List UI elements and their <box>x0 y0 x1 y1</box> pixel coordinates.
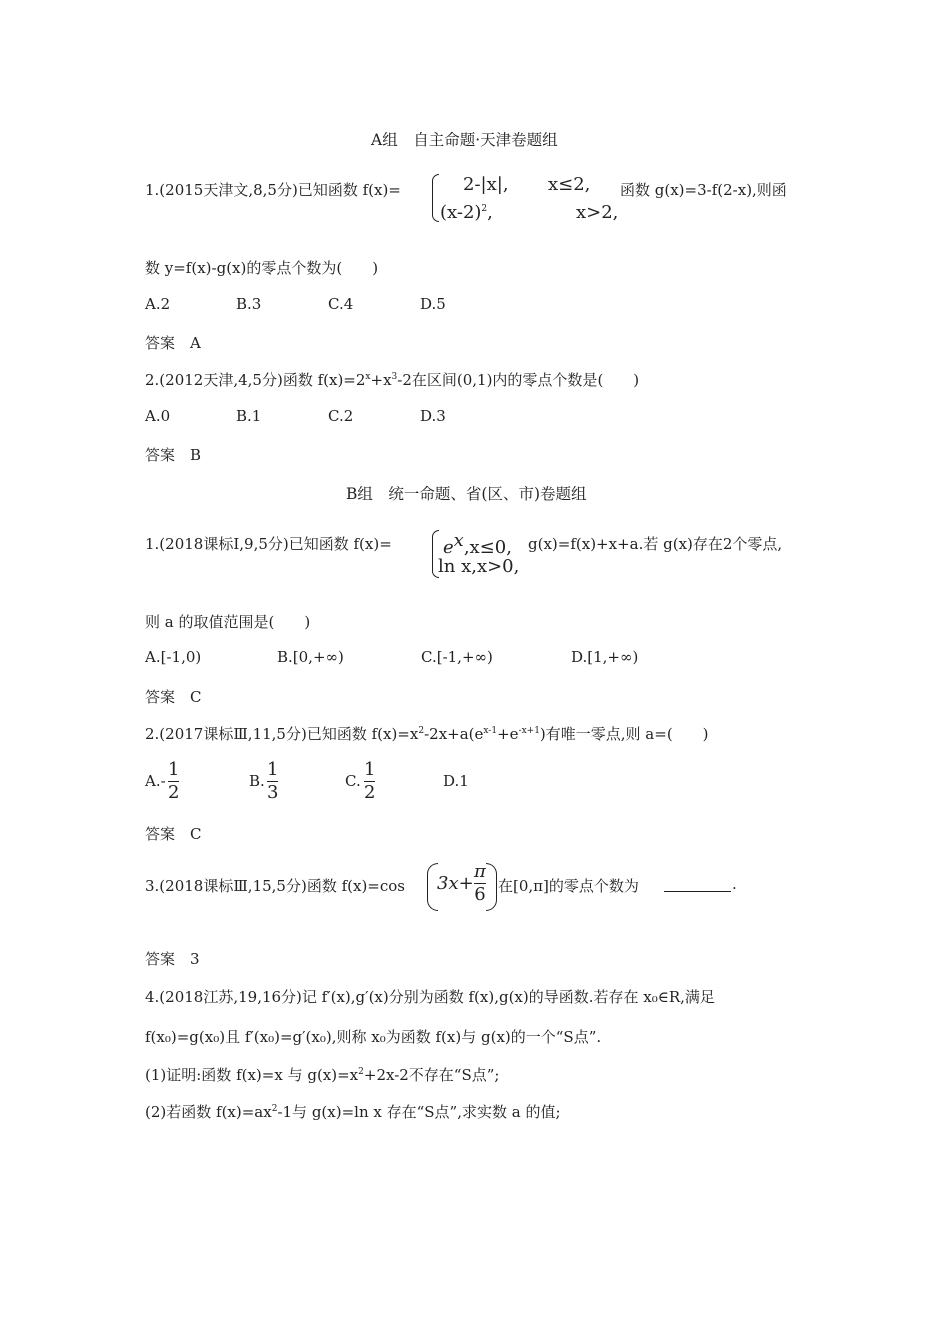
answer: 答案 C <box>145 825 202 843</box>
piece2-cond: x>2, <box>576 202 619 223</box>
answer: 答案 A <box>145 334 201 352</box>
question-b2-stem: 2.(2017课标Ⅲ,11,5分)已知函数 $f(x)=x^2-2x+a(e^{x-1}+e^{-x+1})$有唯一零点,则 a=( ) <box>145 725 709 743</box>
answer-blank <box>664 891 731 892</box>
question-b4-part1: (1)证明:函数 f(x)=x 与 $g(x)=x^2+2x-2$不存在“S点”; <box>145 1066 500 1084</box>
option-c: C.2 <box>328 407 354 425</box>
option-c-label: C. <box>345 772 361 790</box>
option-a: A.2 <box>145 295 171 313</box>
option-b: B.[0,+∞) <box>277 648 344 666</box>
piece2-expr: $(x-2)^2$, <box>440 202 493 223</box>
piecewise-brace <box>432 174 439 222</box>
question-b4-line1: 4.(2018江苏,19,16分)记 f′(x),g′(x)分别为函数 f(x),g(x)的导函数.若存在 x₀∈R,满足 <box>145 988 715 1006</box>
question-a2-stem: 2.(2012天津,4,5分)函数 $f(x)=2^x+x^3-2$在区间(0,1)内的零点个数是( ) <box>145 371 640 389</box>
option-a: A.[-1,0) <box>145 648 202 666</box>
option-b: B.3 <box>236 295 262 313</box>
option-a: A.0 <box>145 407 171 425</box>
question-b1-mid: g(x)=f(x)+x+a.若 g(x)存在2个零点, <box>528 535 783 553</box>
option-c: C.4 <box>328 295 354 313</box>
answer: 答案 C <box>145 688 202 706</box>
question-a1-cont: 数 y=f(x)-g(x)的零点个数为( ) <box>145 259 379 277</box>
right-paren <box>486 863 497 911</box>
option-a-fraction: 1 2 <box>168 759 180 803</box>
question-a1-mid: 函数 g(x)=3-f(2-x),则函 <box>620 181 787 199</box>
option-a-label: A.- <box>145 772 166 790</box>
question-b1-stem: 1.(2018课标Ⅰ,9,5分)已知函数 f(x)= <box>145 535 392 553</box>
piece1-cond: x≤2, <box>548 174 591 195</box>
option-c-fraction: 1 2 <box>364 759 376 803</box>
section-a-title: A组 自主命题·天津卷题组 <box>371 131 558 149</box>
piece2: ln x,x>0, <box>438 556 520 577</box>
option-c: C.[-1,+∞) <box>421 648 493 666</box>
answer: 答案 3 <box>145 950 200 968</box>
piece1: $e^x,x\le 0$, <box>443 530 512 558</box>
option-d: D.3 <box>420 407 446 425</box>
option-b: B.1 <box>236 407 262 425</box>
option-b-label: B. <box>249 772 265 790</box>
piece1-expr: 2-|x|, <box>463 174 509 195</box>
option-d: D.5 <box>420 295 446 313</box>
question-b4-line2: f(x₀)=g(x₀)且 f′(x₀)=g′(x₀),则称 x₀为函数 f(x)与 g(x)的一个“S点”. <box>145 1028 602 1046</box>
option-d: D.1 <box>443 772 469 790</box>
question-a1-stem: 1.(2015天津文,8,5分)已知函数 f(x)= <box>145 181 401 199</box>
question-b1-cont: 则 a 的取值范围是( ) <box>145 613 311 631</box>
option-b-fraction: 1 3 <box>267 759 279 803</box>
question-b3-post: 在[0,π]的零点个数为 <box>498 877 639 895</box>
section-b-title: B组 统一命题、省(区、市)卷题组 <box>346 485 587 503</box>
option-d: D.[1,+∞) <box>571 648 639 666</box>
pi-over-six: π 6 <box>474 861 486 905</box>
question-b4-part2: (2)若函数 $f(x)=ax^2-1$与 g(x)=ln x 存在“S点”,求实数 a 的值; <box>145 1103 561 1121</box>
cos-argument: 3x+ <box>437 873 474 894</box>
period: . <box>732 875 737 893</box>
question-b3-stem: 3.(2018课标Ⅲ,15,5分)函数 f(x)=cos <box>145 877 406 895</box>
answer: 答案 B <box>145 446 202 464</box>
